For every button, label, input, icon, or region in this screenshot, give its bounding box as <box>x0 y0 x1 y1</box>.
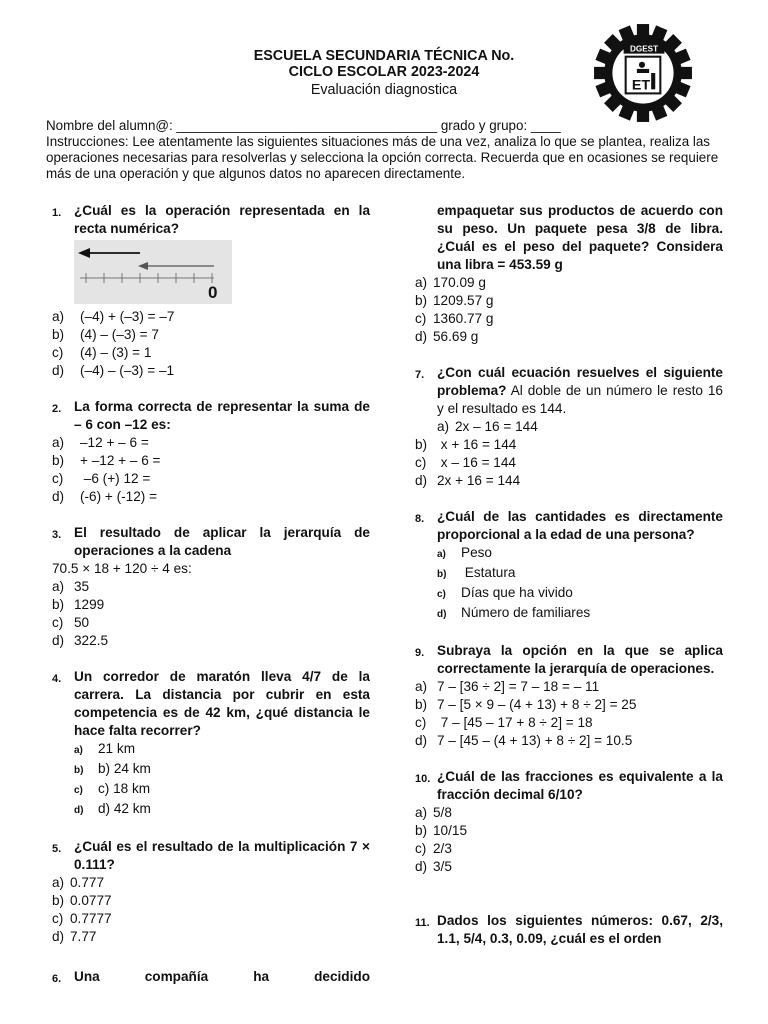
question-text: ¿Cuál de las cantidades es directamente proporcional a la edad de una persona? <box>437 509 723 542</box>
question-6-continued <box>415 202 723 346</box>
option-b[interactable]: b) + –12 + – 6 = <box>52 453 161 468</box>
option-d[interactable]: d) d) 42 km <box>74 801 151 816</box>
school-cycle: CICLO ESCOLAR 2023-2024 <box>288 64 480 80</box>
question-number: 2. <box>52 403 62 415</box>
option-a[interactable]: a) (–4) + (–3) = –7 <box>52 309 175 324</box>
question-number: 5. <box>52 843 62 855</box>
svg-text:DGEST: DGEST <box>629 44 659 54</box>
option-c[interactable]: c) 7 – [45 – 17 + 8 ÷ 2] = 18 <box>415 715 593 730</box>
dgest-gear-logo <box>592 22 694 124</box>
option-d[interactable]: d) 7 – [45 – (4 + 13) + 8 ÷ 2] = 10.5 <box>415 733 633 748</box>
left-column <box>52 202 370 988</box>
option-c[interactable]: c) x – 16 = 144 <box>415 455 516 470</box>
option-c[interactable]: c) (4) – (3) = 1 <box>52 345 152 360</box>
option-b[interactable]: b) 0.0777 <box>52 893 112 908</box>
question-number: 10. <box>415 773 431 785</box>
question-text: ¿Cuál es el resultado de la multiplicación 7 × 0.111? <box>74 839 370 872</box>
question-number: 1. <box>52 207 62 219</box>
left-arrow-icon <box>138 262 214 270</box>
question-number: 7. <box>415 369 425 381</box>
svg-text:ET: ET <box>631 77 651 94</box>
option-d[interactable]: d) (-6) + (-12) = <box>52 489 158 504</box>
option-d[interactable]: d) Número de familiares <box>437 605 591 620</box>
question-expression: 70.5 × 18 + 120 ÷ 4 es: <box>52 561 192 576</box>
question-4 <box>52 668 370 820</box>
student-name-line: Nombre del alumn@: ___________________________________ grado y grupo: ____ <box>46 118 561 133</box>
question-text: empaquetar sus productos de acuerdo con su peso. Un paquete pesa 3/8 de libra. ¿Cuál es el peso del paquete? Considera una libra = 453.59 g <box>437 203 723 272</box>
question-number: 8. <box>415 513 425 525</box>
option-c[interactable]: c) –6 (+) 12 = <box>52 471 151 486</box>
question-7 <box>415 364 723 490</box>
option-b[interactable]: b) 10/15 <box>415 823 468 838</box>
question-text: Un corredor de maratón lleva 4/7 de la carrera. La distancia por cubrir en esta competencia es de 42 km, ¿qué distancia le hace falta recorrer? <box>74 669 370 738</box>
option-c[interactable]: c) c) 18 km <box>74 781 151 796</box>
question-1 <box>52 202 370 380</box>
option-d[interactable]: d) 56.69 g <box>415 329 479 344</box>
option-b[interactable]: b) (4) – (–3) = 7 <box>52 327 159 342</box>
option-d[interactable]: d) 322.5 <box>52 633 109 648</box>
option-c[interactable]: c) 50 <box>52 615 90 630</box>
option-a[interactable]: a) –12 + – 6 = <box>52 435 149 450</box>
instructions: Instrucciones: Lee atentamente las siguientes situaciones más de una vez, analiza lo que se plantea, realiza las operaciones necesarias para resolverlas y selecciona la opción correcta. Recuerda que en ocasiones se requiere más de una operación y que algunos datos no aparecen directamente. <box>46 134 719 181</box>
option-a[interactable]: a) 5/8 <box>415 805 452 820</box>
option-b[interactable]: b) Estatura <box>437 565 516 580</box>
question-number: 11. <box>415 917 430 929</box>
question-text: ¿Cuál es la operación representada en la recta numérica? <box>74 203 370 236</box>
school-name: ESCUELA SECUNDARIA TÉCNICA No. <box>253 48 515 64</box>
question-3 <box>52 524 370 650</box>
question-10 <box>415 768 723 876</box>
option-a[interactable]: a) 21 km <box>74 741 136 756</box>
option-c[interactable]: c) 1360.77 g <box>415 311 494 326</box>
question-text: Una compañía ha decidido <box>74 969 370 984</box>
question-text: La forma correcta de representar la suma de – 6 con –12 es: <box>74 399 370 432</box>
right-column <box>415 202 723 948</box>
question-9 <box>415 642 723 750</box>
option-a[interactable]: a) 0.777 <box>52 875 105 890</box>
option-d[interactable]: d) 2x + 16 = 144 <box>415 473 521 488</box>
question-number: 4. <box>52 673 62 685</box>
option-a[interactable]: a) 35 <box>52 579 90 594</box>
number-line-figure <box>74 240 232 304</box>
question-5 <box>52 838 370 946</box>
option-b[interactable]: b) 7 – [5 × 9 – (4 + 13) + 8 ÷ 2] = 25 <box>415 697 637 712</box>
option-b[interactable]: b) 1299 <box>52 597 105 612</box>
exam-subtitle: Evaluación diagnostica <box>310 82 458 98</box>
option-b[interactable]: b) x + 16 = 144 <box>415 437 517 452</box>
option-c[interactable]: c) 0.7777 <box>52 911 112 926</box>
option-d[interactable]: d) (–4) – (–3) = –1 <box>52 363 175 378</box>
question-number: 3. <box>52 529 62 541</box>
option-b[interactable]: b) 1209.57 g <box>415 293 494 308</box>
question-number: 9. <box>415 647 425 659</box>
question-text: Subraya la opción en la que se aplica correctamente la jerarquía de operaciones. <box>437 643 723 676</box>
left-arrow-icon <box>78 248 140 258</box>
option-b[interactable]: b) b) 24 km <box>74 761 151 776</box>
option-d[interactable]: d) 3/5 <box>415 859 452 874</box>
option-d[interactable]: d) 7.77 <box>52 929 97 944</box>
question-text: ¿Cuál de las fracciones es equivalente a la fracción decimal 6/10? <box>437 769 723 802</box>
option-c[interactable]: c) Días que ha vivido <box>437 585 573 600</box>
question-2 <box>52 398 370 506</box>
option-a[interactable]: a) 7 – [36 ÷ 2] = 7 – 18 = – 11 <box>415 679 600 694</box>
question-text: ¿Con cuál ecuación resuelves el siguiente problema? Al doble de un número le resto 16 y el resultado es 144. <box>437 365 723 416</box>
option-c[interactable]: c) 2/3 <box>415 841 452 856</box>
question-11 <box>415 912 723 948</box>
question-6 <box>52 968 370 988</box>
question-number: 6. <box>52 973 62 985</box>
option-a[interactable]: a) 170.09 g <box>415 275 486 290</box>
question-text: Dados los siguientes números: 0.67, 2/3, 1.1, 5/4, 0.3, 0.09, ¿cuál es el orden <box>437 913 723 946</box>
option-a[interactable]: a) 2x – 16 = 144 <box>437 419 538 434</box>
zero-label: 0 <box>208 283 218 302</box>
option-a[interactable]: a) Peso <box>437 545 492 560</box>
question-text: El resultado de aplicar la jerarquía de operaciones a la cadena <box>74 525 370 558</box>
question-8 <box>415 508 723 624</box>
